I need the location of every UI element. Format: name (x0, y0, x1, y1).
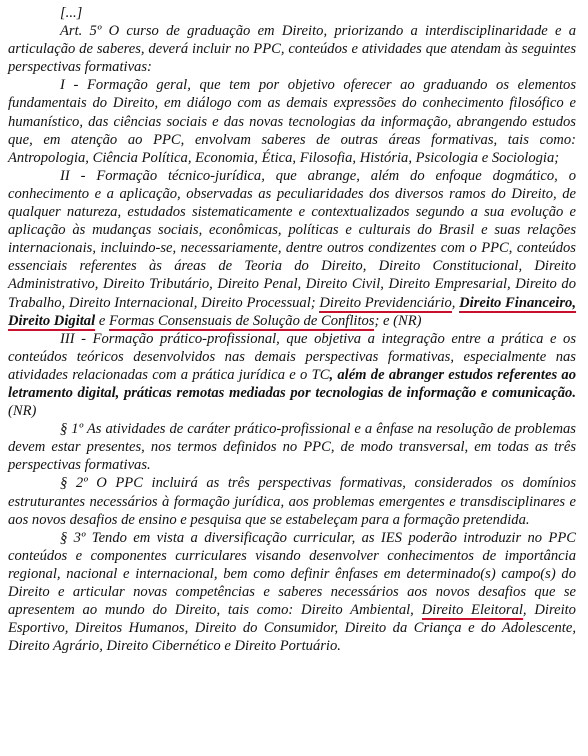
item-ii-tail: ; e (NR) (374, 312, 422, 329)
highlight-direito-digital: Direito Digital (8, 312, 96, 329)
document-body (8, 4, 576, 655)
item-iii-bold: , além de abranger estudos referentes ao letramento digital, práticas remotas mediadas por tecnologias de informação e comunicação. (8, 366, 576, 401)
highlight-direito-previdenciario: Direito Previdenciário (319, 294, 452, 311)
ellipsis: [...] (60, 5, 83, 21)
paragraph-3 (8, 529, 576, 656)
paragraph-3-tail: , Direito Esportivo, Direitos Humanos, Direito do Consumidor, Direito da Criança e do Adolescente, Direito Agrário, Direito Cibernético e Direito Portuário. (8, 602, 576, 655)
highlight-direito-financeiro: Direito Financeiro, (459, 294, 576, 311)
separator: e (95, 312, 109, 329)
item-iii (8, 330, 576, 420)
separator: , (451, 294, 460, 311)
item-iii-tail: (NR) (8, 403, 37, 420)
item-i: I - Formação geral, que tem por objetivo oferecer ao graduando os elementos fundamentais do Direito, em diálogo com as demais expressões do conhecimento filosófico e humanístico, das ciências sociais e das novas tecnologias da informação, abrangendo estudos que, em atenção ao PPC, envolvam saberes de outras áreas formativas, tais como: Antropologia, Ciência Política, Economia, Ética, Filosofia, História, Psicologia e Sociologia; (8, 77, 576, 166)
item-iii-text: III - Formação prático-profissional, que objetiva a integração entre a prática e os conteúdos teóricos desenvolvidos nas demais perspectivas formativas, especialmente nas atividades relacionadas com a prática jurídica e o TC (8, 330, 576, 383)
paragraph-3-text: § 3º Tendo em vista a diversificação curricular, as IES poderão introduzir no PPC conteúdos e componentes curriculares visando desenvolver conhecimentos de importância regional, nacional e internacional, bem como definir ênfases em determinado(s) campo(s) do Direito e articular novas competências e saberes necessários aos novos desafios que se apresentem ao mundo do Direito, tais como: Direito Ambiental, (8, 529, 576, 619)
item-ii (8, 167, 576, 330)
item-ii-text: II - Formação técnico-jurídica, que abrange, além do enfoque dogmático, o conhecimento e a aplicação, observadas as peculiaridades dos diversos ramos do Direito, de qualquer natureza, estudados sistematicamente e contextualizados segundo a sua evolução e aplicação às mudanças sociais, econômicas, políticas e culturais do Brasil e suas relações internacionais, incluindo-se, necessariamente, dentre outros condizentes com o PPC, conteúdos essenciais referentes às áreas de Teoria do Direito, Direito Constitucional, Direito Administrativo, Direito Tributário, Direito Penal, Direito Civil, Direito Empresarial, Direito do Trabalho, Direito Internacional, Direito Processual; (8, 167, 576, 311)
highlight-formas-consensuais: Formas Consensuais de Solução de Conflitos (108, 312, 375, 329)
highlight-direito-eleitoral: Direito Eleitoral (421, 602, 523, 619)
paragraph-2: § 2º O PPC incluirá as três perspectivas formativas, considerados os domínios estruturantes necessários à formação jurídica, aos problemas emergentes e transdisciplinares e aos novos desafios de ensino e pesquisa que se estabeleçam para a formação pretendida. (8, 475, 576, 528)
paragraph-1: § 1º As atividades de caráter prático-profissional e a ênfase na resolução de problemas devem estar presentes, nos termos definidos no PPC, de modo transversal, em todas as três perspectivas formativas. (8, 421, 576, 474)
article-5-caput: Art. 5º O curso de graduação em Direito, priorizando a interdisciplinaridade e a articulação de saberes, deverá incluir no PPC, conteúdos e atividades que atendam às seguintes perspectivas formativas: (8, 23, 576, 76)
